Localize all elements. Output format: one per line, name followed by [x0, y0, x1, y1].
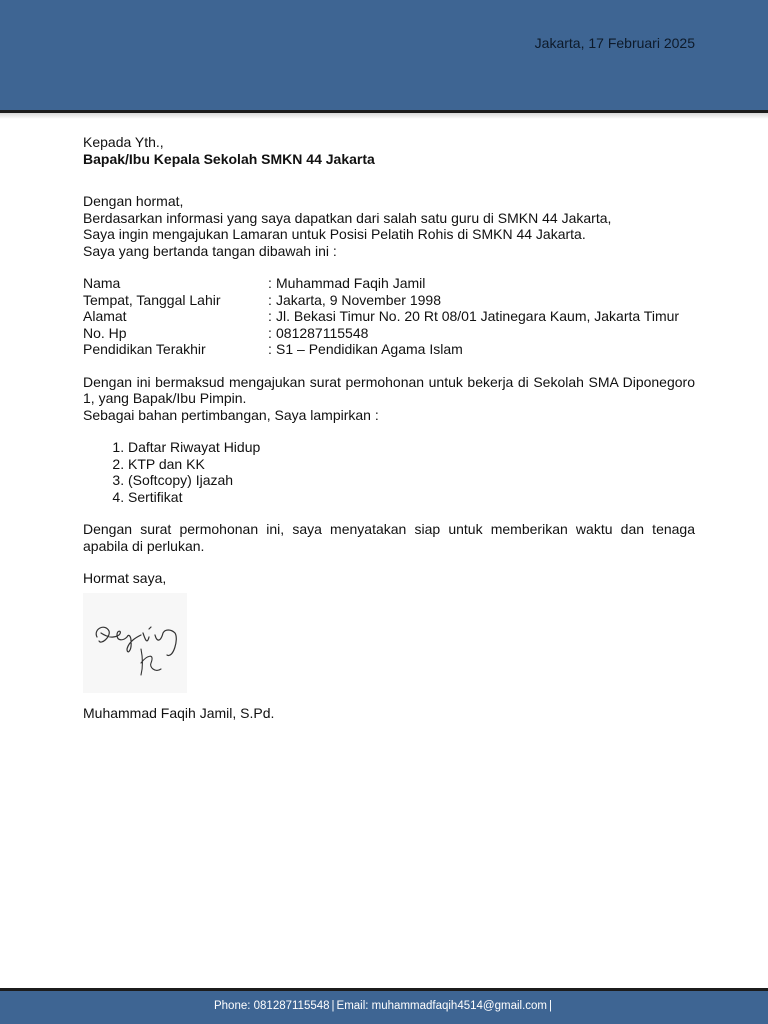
list-item: 3. (Softcopy) Ijazah [128, 472, 695, 489]
detail-row-name: Nama : Muhammad Faqih Jamil [83, 275, 695, 292]
detail-value: Muhammad Faqih Jamil [276, 275, 426, 291]
detail-row-phone: No. Hp : 081287115548 [83, 325, 695, 342]
list-item: 2. KTP dan KK [128, 456, 695, 473]
detail-value: Jl. Bekasi Timur No. 20 Rt 08/01 Jatinegara Kaum, Jakarta Timur [276, 308, 680, 324]
detail-label: Alamat [83, 308, 127, 324]
greeting: Dengan hormat, [83, 193, 184, 209]
footer-email: Email: muhammadfaqih4514@gmail.com [336, 1000, 547, 1012]
detail-label: Pendidikan Terakhir [83, 341, 206, 357]
footer-phone: Phone: 081287115548 [213, 1000, 330, 1012]
detail-label: Tempat, Tanggal Lahir [83, 291, 221, 308]
list-item: 1. Daftar Riwayat Hidup [128, 439, 695, 456]
recipient-name: Bapak/Ibu Kepala Sekolah SMKN 44 Jakarta [83, 150, 375, 167]
detail-label: No. Hp [83, 324, 127, 341]
closing-paragraph: Dengan surat permohonan ini, saya menyatakan siap untuk memberikan waktu dan tenaga apabila di perlukan. [83, 521, 695, 554]
detail-row-address: Alamat : Jl. Bekasi Timur No. 20 Rt 08/01 Jatinegara Kaum, Jakarta Timur [83, 308, 695, 325]
detail-value: 081287115548 [276, 324, 369, 341]
detail-row-birth: Tempat, Tanggal Lahir : Jakarta, 9 November 1998 [83, 292, 695, 309]
closing-salutation: Hormat saya, [83, 570, 167, 586]
detail-value: Jakarta, 9 November 1998 [276, 291, 441, 308]
signature-image [83, 593, 187, 693]
intro-line-2: Saya ingin mengajukan Lamaran untuk Posisi Pelatih Rohis di SMKN 44 Jakarta. [83, 226, 586, 242]
letter-date: Jakarta, 17 Februari 2025 [534, 35, 695, 51]
salutation: Kepada Yth., [83, 134, 164, 150]
purpose-paragraph: Dengan ini bermaksud mengajukan surat permohonan untuk bekerja di Sekolah SMA Diponegoro 1, yang Bapak/Ibu Pimpin. [83, 373, 695, 406]
detail-value: S1 – Pendidikan Agama Islam [276, 341, 463, 357]
intro-line-3: Saya yang bertanda tangan dibawah ini : [83, 242, 337, 259]
letter-body [83, 134, 695, 721]
footer-bar: Phone: 081287115548 | Email: muhammadfaqih4514@gmail.com | [0, 988, 768, 1024]
signer-name: Muhammad Faqih Jamil, S.Pd. [83, 704, 275, 721]
detail-label: Nama [83, 275, 121, 291]
letterhead-banner [0, 0, 768, 113]
applicant-details [83, 275, 695, 358]
header-shadow [0, 113, 768, 119]
signature [83, 593, 187, 693]
list-item: 4. Sertifikat [128, 489, 695, 506]
intro-line-1: Berdasarkan informasi yang saya dapatkan dari salah satu guru di SMKN 44 Jakarta, [83, 209, 612, 226]
attachments-list [83, 439, 695, 505]
attachments-intro: Sebagai bahan pertimbangan, Saya lampirkan : [83, 406, 379, 423]
detail-row-education: Pendidikan Terakhir : S1 – Pendidikan Agama Islam [83, 341, 695, 358]
